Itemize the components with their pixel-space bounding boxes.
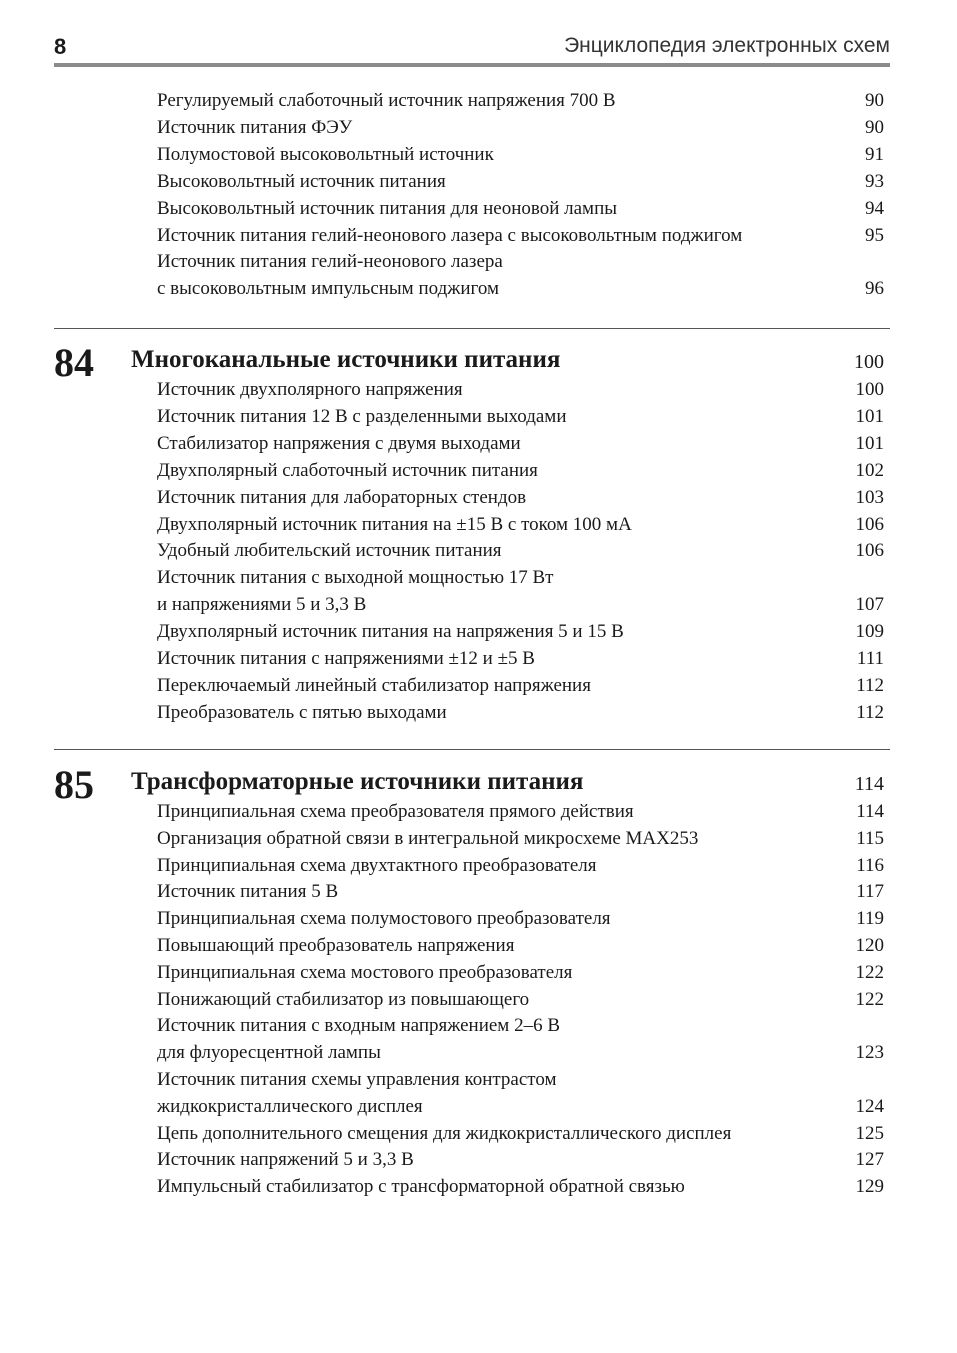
toc-entry: [157, 1173, 884, 1200]
running-title: Энциклопедия электронных схем: [564, 34, 890, 57]
entry-title: Понижающий стабилизатор из повышающего: [157, 988, 530, 1010]
entry-title: Организация обратной связи в интегральной микросхеме MAX253: [157, 827, 699, 849]
entry-title: Источник питания для лабораторных стендов: [157, 486, 527, 508]
entry-page: 111: [856, 648, 884, 669]
entry-title: Преобразователь с пятью выходами: [157, 701, 447, 723]
toc-entry: [157, 798, 884, 825]
toc-entry: [157, 511, 884, 538]
toc-entry: [157, 1146, 884, 1173]
toc-entry: [157, 1012, 884, 1039]
entry-title: Цепь дополнительного смещения для жидкокристаллического дисплея: [157, 1122, 732, 1144]
entry-title: Источник питания гелий-неонового лазера: [157, 251, 503, 273]
entry-page: 115: [856, 827, 884, 849]
toc-entry: [157, 537, 884, 564]
entry-page: 109: [855, 621, 884, 643]
header-rule: [54, 63, 890, 67]
entry-page: 114: [856, 801, 884, 822]
entry-page: 93: [865, 170, 884, 192]
entry-page: 122: [855, 961, 884, 983]
entry-page: 106: [855, 540, 884, 562]
entry-page: 112: [856, 701, 884, 723]
page-number: 8: [54, 34, 67, 59]
toc-entry: [157, 905, 884, 932]
toc-entry: [157, 852, 884, 879]
toc-entry: [157, 222, 884, 249]
page-header: [54, 34, 890, 62]
entry-page: 119: [856, 908, 884, 930]
entry-title: Источник двухполярного напряжения: [157, 379, 463, 400]
entry-title: Высоковольтный источник питания для неоновой лампы: [157, 197, 618, 219]
entry-title: Принципиальная схема преобразователя прямого действия: [157, 801, 634, 822]
entry-title: Принципиальная схема мостового преобразователя: [157, 961, 573, 983]
toc-entry: [157, 932, 884, 959]
entry-page: 124: [855, 1095, 884, 1117]
toc-entry: [157, 403, 884, 430]
toc-entry: [157, 195, 884, 222]
toc-entry: [157, 457, 884, 484]
entry-title: и напряжениями 5 и 3,3 В: [157, 594, 367, 616]
toc-entry: [157, 484, 884, 511]
entry-page: 120: [855, 935, 884, 956]
entry-page: 102: [855, 459, 884, 481]
entry-title: Источник напряжений 5 и 3,3 В: [157, 1149, 414, 1171]
entry-page: 122: [855, 988, 884, 1010]
entry-page: 95: [865, 224, 884, 246]
entry-title: Высоковольтный источник питания: [157, 170, 446, 192]
entry-title: жидкокристаллического дисплея: [157, 1095, 423, 1117]
chapter-number: 85: [54, 762, 94, 807]
toc-entry: [157, 376, 884, 403]
entry-title: Источник питания схемы управления контрастом: [157, 1069, 557, 1090]
entry-title: Источник питания с входным напряжением 2–6 В: [157, 1015, 561, 1037]
chapter-number: 84: [54, 340, 94, 385]
toc-entry: [157, 275, 884, 302]
entry-page: 91: [865, 143, 884, 165]
toc-entry: [157, 564, 884, 591]
entry-title: Источник питания гелий-неонового лазера с высоковольтным поджигом: [157, 224, 743, 246]
entry-title: Источник питания с выходной мощностью 17 Вт: [157, 567, 554, 589]
entry-page: 117: [856, 881, 884, 903]
toc-entry: [157, 141, 884, 168]
entry-page: 90: [865, 90, 884, 111]
toc-entry: [157, 1039, 884, 1066]
toc-entry: [157, 87, 884, 114]
entry-page: 94: [865, 197, 884, 219]
entry-title: Переключаемый линейный стабилизатор напряжения: [157, 674, 591, 696]
toc-entry: [157, 672, 884, 699]
entry-title: Импульсный стабилизатор с трансформаторной обратной связью: [157, 1176, 685, 1198]
entry-title: Двухполярный источник питания на ±15 В с током 100 мА: [157, 513, 632, 535]
entry-page: 106: [855, 513, 884, 535]
entry-page: 129: [855, 1176, 884, 1198]
toc-entry: [157, 1093, 884, 1120]
entry-title: Повышающий преобразователь напряжения: [157, 935, 515, 956]
chapter-page: 114: [854, 773, 884, 795]
entry-title: Двухполярный слаботочный источник питания: [157, 459, 538, 481]
entry-page: 90: [865, 116, 884, 138]
entry-title: Стабилизатор напряжения с двумя выходами: [157, 432, 521, 454]
entry-page: 125: [855, 1122, 884, 1144]
entry-title: Принципиальная схема полумостового преобразователя: [157, 908, 611, 930]
entry-title: Источник питания 5 В: [157, 881, 339, 903]
entry-title: Полумостовой высоковольтный источник: [157, 143, 494, 165]
toc-entry: [157, 699, 884, 726]
toc-entry: [157, 1120, 884, 1147]
chapter-title: Многоканальные источники питания: [131, 346, 561, 373]
toc-entry: [157, 591, 884, 618]
toc-entry: [157, 986, 884, 1013]
entry-title: Регулируемый слаботочный источник напряжения 700 В: [157, 90, 616, 111]
entry-page: 101: [855, 432, 884, 454]
entry-page: 101: [855, 405, 884, 427]
entry-page: 112: [856, 674, 884, 696]
toc-entry: [157, 114, 884, 141]
chapter-title: Трансформаторные источники питания: [131, 768, 584, 795]
entry-page: 123: [855, 1042, 884, 1064]
entry-page: 100: [855, 379, 884, 400]
entry-title: Источник питания с напряжениями ±12 и ±5 В: [157, 648, 535, 669]
entry-page: 107: [855, 594, 884, 616]
entry-page: 103: [855, 486, 884, 508]
toc-entry: [157, 1066, 884, 1093]
entry-page: 116: [856, 854, 884, 876]
toc-entry: [157, 430, 884, 457]
entry-title: Двухполярный источник питания на напряжения 5 и 15 В: [157, 621, 624, 643]
entry-title: с высоковольтным импульсным поджигом: [157, 278, 500, 300]
entry-title: Источник питания ФЭУ: [157, 116, 353, 138]
entry-page: 96: [865, 278, 884, 300]
toc-entry: [157, 618, 884, 645]
entry-title: для флуоресцентной лампы: [157, 1042, 381, 1064]
entry-page: 127: [855, 1149, 884, 1171]
chapter-85-rule: [54, 749, 890, 750]
entry-title: Удобный любительский источник питания: [157, 540, 502, 562]
toc-entry: [157, 825, 884, 852]
toc-entry: [157, 645, 884, 672]
toc-entry: [157, 168, 884, 195]
entry-title: Источник питания 12 В с разделенными выходами: [157, 405, 567, 427]
entry-title: Принципиальная схема двухтактного преобразователя: [157, 854, 597, 876]
toc-entry: [157, 248, 884, 275]
chapter-page: 100: [854, 351, 884, 373]
toc-entry: [157, 959, 884, 986]
toc-entry: [157, 878, 884, 905]
chapter-84-rule: [54, 328, 890, 329]
